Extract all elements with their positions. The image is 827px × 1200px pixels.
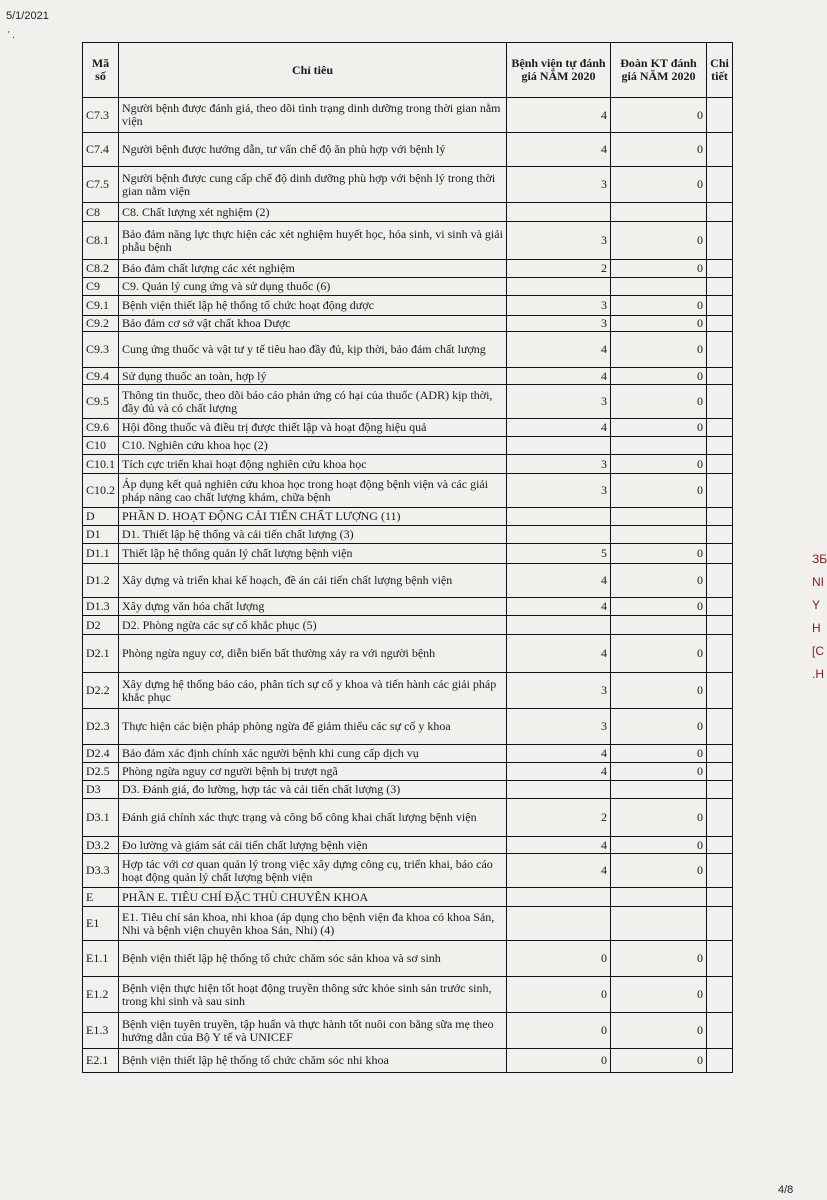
- row-code: C7.5: [83, 167, 119, 203]
- row-code: D3.3: [83, 854, 119, 888]
- edge-mark: .H: [812, 667, 824, 681]
- row-detail: [707, 1049, 733, 1073]
- row-code: D3: [83, 781, 119, 799]
- table-row: [83, 598, 733, 616]
- row-code: C7.4: [83, 133, 119, 167]
- row-criterion: Bệnh viện thực hiện tốt hoạt động truyền thông sức khỏe sinh sản trước sinh, trong khi sinh và sau sinh: [119, 977, 507, 1013]
- row-self-score: [507, 278, 611, 296]
- table-row: [83, 616, 733, 635]
- row-criterion: Hợp tác với cơ quan quản lý trong việc xây dựng công cụ, triển khai, báo cáo hoạt động quản lý chất lượng bệnh viện: [119, 854, 507, 888]
- row-audit-score: 0: [611, 598, 707, 616]
- row-detail: [707, 368, 733, 385]
- row-criterion: C10. Nghiên cứu khoa học (2): [119, 437, 507, 455]
- row-self-score: 3: [507, 316, 611, 332]
- table-row: [83, 564, 733, 598]
- row-detail: [707, 616, 733, 635]
- row-detail: [707, 222, 733, 260]
- table-row: [83, 799, 733, 837]
- row-detail: [707, 419, 733, 437]
- row-self-score: 4: [507, 564, 611, 598]
- row-code: D2.5: [83, 763, 119, 781]
- row-audit-score: 0: [611, 316, 707, 332]
- row-audit-score: 0: [611, 296, 707, 316]
- edge-mark: Y: [812, 598, 821, 612]
- row-code: C8.1: [83, 222, 119, 260]
- row-detail: [707, 133, 733, 167]
- row-criterion: Bảo đảm chất lượng các xét nghiệm: [119, 260, 507, 278]
- header-code: Mã số: [83, 43, 119, 98]
- row-detail: [707, 316, 733, 332]
- row-self-score: 3: [507, 709, 611, 745]
- row-audit-score: 0: [611, 977, 707, 1013]
- row-code: C8.2: [83, 260, 119, 278]
- row-self-score: 0: [507, 1049, 611, 1073]
- row-self-score: 4: [507, 745, 611, 763]
- row-self-score: 4: [507, 763, 611, 781]
- row-code: C9.2: [83, 316, 119, 332]
- row-code: C10.1: [83, 455, 119, 474]
- row-code: D1: [83, 526, 119, 544]
- row-audit-score: 0: [611, 474, 707, 508]
- row-detail: [707, 941, 733, 977]
- row-detail: [707, 385, 733, 419]
- row-code: C9.4: [83, 368, 119, 385]
- row-audit-score: [611, 508, 707, 526]
- row-detail: [707, 564, 733, 598]
- row-code: C9.1: [83, 296, 119, 316]
- row-self-score: 4: [507, 854, 611, 888]
- row-code: C9.3: [83, 332, 119, 368]
- row-self-score: 0: [507, 941, 611, 977]
- adjacent-page-edge: [812, 548, 827, 686]
- evaluation-table: [82, 42, 733, 1073]
- row-criterion: Xây dựng hệ thống báo cáo, phân tích sự cố y khoa và tiến hành các giải pháp khắc phục: [119, 673, 507, 709]
- row-detail: [707, 709, 733, 745]
- row-detail: [707, 260, 733, 278]
- row-audit-score: 0: [611, 455, 707, 474]
- header-self-assessment: Bệnh viện tự đánh giá NĂM 2020: [507, 43, 611, 98]
- row-audit-score: [611, 888, 707, 907]
- row-detail: [707, 907, 733, 941]
- row-self-score: 0: [507, 977, 611, 1013]
- row-audit-score: 0: [611, 98, 707, 133]
- row-audit-score: 0: [611, 941, 707, 977]
- row-criterion: PHẦN D. HOẠT ĐỘNG CẢI TIẾN CHẤT LƯỢNG (11): [119, 508, 507, 526]
- row-criterion: Xây dựng và triển khai kế hoạch, đề án cải tiến chất lượng bệnh viện: [119, 564, 507, 598]
- row-audit-score: 0: [611, 763, 707, 781]
- row-audit-score: 0: [611, 564, 707, 598]
- row-self-score: 3: [507, 474, 611, 508]
- table-row: [83, 419, 733, 437]
- row-criterion: Sử dụng thuốc an toàn, hợp lý: [119, 368, 507, 385]
- row-audit-score: [611, 781, 707, 799]
- table-row: [83, 888, 733, 907]
- table-row: [83, 763, 733, 781]
- row-code: C9.5: [83, 385, 119, 419]
- row-criterion: Bảo đảm năng lực thực hiện các xét nghiệm huyết học, hóa sinh, vi sinh và giải phẫu bệnh: [119, 222, 507, 260]
- row-criterion: Thực hiện các biện pháp phòng ngừa để giảm thiểu các sự cố y khoa: [119, 709, 507, 745]
- row-audit-score: 0: [611, 635, 707, 673]
- row-code: C10: [83, 437, 119, 455]
- row-code: C8: [83, 203, 119, 222]
- row-self-score: 5: [507, 544, 611, 564]
- table-row: [83, 455, 733, 474]
- row-code: C10.2: [83, 474, 119, 508]
- row-self-score: 3: [507, 167, 611, 203]
- row-criterion: Bệnh viện thiết lập hệ thống tổ chức chăm sóc sản khoa và sơ sinh: [119, 941, 507, 977]
- row-self-score: [507, 526, 611, 544]
- header-audit-assessment: Đoàn KT đánh giá NĂM 2020: [611, 43, 707, 98]
- row-audit-score: 0: [611, 385, 707, 419]
- row-criterion: Bệnh viện tuyên truyền, tập huấn và thực hành tốt nuôi con bằng sữa mẹ theo hướng dẫn của Bộ Y tế và UNICEF: [119, 1013, 507, 1049]
- table-row: [83, 1013, 733, 1049]
- row-audit-score: 0: [611, 1049, 707, 1073]
- row-audit-score: 0: [611, 222, 707, 260]
- row-code: D2.1: [83, 635, 119, 673]
- row-detail: [707, 635, 733, 673]
- row-code: E1: [83, 907, 119, 941]
- row-code: D2: [83, 616, 119, 635]
- row-code: C9.6: [83, 419, 119, 437]
- table-row: [83, 837, 733, 854]
- row-code: D: [83, 508, 119, 526]
- row-criterion: Thiết lập hệ thống quản lý chất lượng bệnh viện: [119, 544, 507, 564]
- row-detail: [707, 526, 733, 544]
- table-row: [83, 98, 733, 133]
- row-audit-score: 0: [611, 167, 707, 203]
- row-self-score: 4: [507, 837, 611, 854]
- row-audit-score: [611, 437, 707, 455]
- table-row: [83, 260, 733, 278]
- row-audit-score: 0: [611, 332, 707, 368]
- row-code: D1.1: [83, 544, 119, 564]
- row-audit-score: 0: [611, 544, 707, 564]
- table-row: [83, 385, 733, 419]
- table-row: [83, 977, 733, 1013]
- row-criterion: Bệnh viện thiết lập hệ thống tổ chức chăm sóc nhi khoa: [119, 1049, 507, 1073]
- table-row: [83, 474, 733, 508]
- row-criterion: Áp dụng kết quả nghiên cứu khoa học trong hoạt động bệnh viện và các giải pháp nâng cao chất lượng khám, chữa bệnh: [119, 474, 507, 508]
- table-row: [83, 296, 733, 316]
- row-criterion: Người bệnh được cung cấp chế độ dinh dưỡng phù hợp với bệnh lý trong thời gian nằm viện: [119, 167, 507, 203]
- row-criterion: E1. Tiêu chí sản khoa, nhi khoa (áp dụng cho bệnh viện đa khoa có khoa Sản, Nhi và bệnh viện chuyên khoa Sản, Nhi) (4): [119, 907, 507, 941]
- row-audit-score: 0: [611, 673, 707, 709]
- row-audit-score: 0: [611, 1013, 707, 1049]
- row-code: E1.2: [83, 977, 119, 1013]
- row-self-score: 3: [507, 385, 611, 419]
- row-self-score: 4: [507, 133, 611, 167]
- row-self-score: 3: [507, 455, 611, 474]
- table-row: [83, 854, 733, 888]
- row-code: D2.4: [83, 745, 119, 763]
- row-audit-score: 0: [611, 419, 707, 437]
- table-row: [83, 544, 733, 564]
- table-row: [83, 368, 733, 385]
- row-detail: [707, 455, 733, 474]
- row-code: C9: [83, 278, 119, 296]
- row-self-score: 4: [507, 598, 611, 616]
- row-detail: [707, 837, 733, 854]
- row-detail: [707, 598, 733, 616]
- row-code: D1.3: [83, 598, 119, 616]
- table-header-row: [83, 43, 733, 98]
- row-code: D1.2: [83, 564, 119, 598]
- edge-mark: NI: [812, 575, 824, 589]
- row-audit-score: 0: [611, 837, 707, 854]
- row-detail: [707, 167, 733, 203]
- scan-mark: ' .: [8, 30, 15, 41]
- row-criterion: D1. Thiết lập hệ thống và cải tiến chất lượng (3): [119, 526, 507, 544]
- row-code: D3.1: [83, 799, 119, 837]
- row-criterion: Cung ứng thuốc và vật tư y tế tiêu hao đầy đủ, kịp thời, bảo đảm chất lượng: [119, 332, 507, 368]
- table-row: [83, 133, 733, 167]
- row-criterion: Phòng ngừa nguy cơ người bệnh bị trượt ngã: [119, 763, 507, 781]
- row-detail: [707, 296, 733, 316]
- edge-mark: H: [812, 621, 821, 635]
- table-row: [83, 167, 733, 203]
- row-self-score: 4: [507, 332, 611, 368]
- row-self-score: 0: [507, 1013, 611, 1049]
- edge-mark: [C: [812, 644, 824, 658]
- table-row: [83, 526, 733, 544]
- header-criterion: Chỉ tiêu: [119, 43, 507, 98]
- row-self-score: 2: [507, 260, 611, 278]
- row-self-score: [507, 203, 611, 222]
- row-audit-score: [611, 203, 707, 222]
- row-detail: [707, 474, 733, 508]
- print-date: 5/1/2021: [6, 10, 49, 22]
- table-row: [83, 437, 733, 455]
- row-criterion: Tích cực triển khai hoạt động nghiên cứu khoa học: [119, 455, 507, 474]
- row-detail: [707, 332, 733, 368]
- row-detail: [707, 437, 733, 455]
- row-criterion: C9. Quản lý cung ứng và sử dụng thuốc (6): [119, 278, 507, 296]
- row-criterion: D2. Phòng ngừa các sự cố khắc phục (5): [119, 616, 507, 635]
- row-self-score: [507, 437, 611, 455]
- row-code: E: [83, 888, 119, 907]
- row-code: D2.2: [83, 673, 119, 709]
- page-number: 4/8: [778, 1184, 794, 1196]
- row-audit-score: [611, 907, 707, 941]
- row-audit-score: 0: [611, 368, 707, 385]
- row-self-score: 4: [507, 98, 611, 133]
- row-code: E2.1: [83, 1049, 119, 1073]
- row-criterion: Người bệnh được hướng dẫn, tư vấn chế độ ăn phù hợp với bệnh lý: [119, 133, 507, 167]
- row-detail: [707, 799, 733, 837]
- row-detail: [707, 203, 733, 222]
- row-self-score: 3: [507, 296, 611, 316]
- row-detail: [707, 508, 733, 526]
- table-row: [83, 907, 733, 941]
- row-detail: [707, 854, 733, 888]
- table-row: [83, 508, 733, 526]
- row-detail: [707, 888, 733, 907]
- table-row: [83, 203, 733, 222]
- row-criterion: PHẦN E. TIÊU CHÍ ĐẶC THÙ CHUYÊN KHOA: [119, 888, 507, 907]
- table-row: [83, 1049, 733, 1073]
- row-detail: [707, 763, 733, 781]
- row-self-score: 4: [507, 635, 611, 673]
- row-audit-score: [611, 616, 707, 635]
- row-criterion: Bệnh viện thiết lập hệ thống tổ chức hoạt động dược: [119, 296, 507, 316]
- row-criterion: Hội đồng thuốc và điều trị được thiết lập và hoạt động hiệu quả: [119, 419, 507, 437]
- row-audit-score: 0: [611, 745, 707, 763]
- row-code: C7.3: [83, 98, 119, 133]
- row-self-score: 2: [507, 799, 611, 837]
- row-audit-score: 0: [611, 799, 707, 837]
- row-criterion: Xây dựng văn hóa chất lượng: [119, 598, 507, 616]
- row-criterion: Thông tin thuốc, theo dõi báo cáo phản ứng có hại của thuốc (ADR) kịp thời, đầy đủ và có chất lượng: [119, 385, 507, 419]
- row-self-score: 4: [507, 419, 611, 437]
- row-criterion: C8. Chất lượng xét nghiệm (2): [119, 203, 507, 222]
- table-row: [83, 709, 733, 745]
- table-row: [83, 316, 733, 332]
- row-criterion: Phòng ngừa nguy cơ, diễn biến bất thường xảy ra với người bệnh: [119, 635, 507, 673]
- row-detail: [707, 745, 733, 763]
- row-self-score: 3: [507, 222, 611, 260]
- table-row: [83, 635, 733, 673]
- table-row: [83, 278, 733, 296]
- row-criterion: Đánh giá chính xác thực trạng và công bố công khai chất lượng bệnh viện: [119, 799, 507, 837]
- row-detail: [707, 98, 733, 133]
- row-detail: [707, 673, 733, 709]
- edge-mark: ЗБ: [812, 552, 827, 566]
- row-criterion: Bảo đảm cơ sở vật chất khoa Dược: [119, 316, 507, 332]
- row-detail: [707, 544, 733, 564]
- header-detail: Chi tiết: [707, 43, 733, 98]
- row-self-score: [507, 508, 611, 526]
- row-self-score: [507, 907, 611, 941]
- row-detail: [707, 977, 733, 1013]
- row-criterion: D3. Đánh giá, đo lường, hợp tác và cải tiến chất lượng (3): [119, 781, 507, 799]
- row-self-score: [507, 616, 611, 635]
- row-code: E1.1: [83, 941, 119, 977]
- row-code: D3.2: [83, 837, 119, 854]
- row-audit-score: [611, 526, 707, 544]
- table-row: [83, 781, 733, 799]
- row-detail: [707, 278, 733, 296]
- table-row: [83, 222, 733, 260]
- row-audit-score: [611, 278, 707, 296]
- table-row: [83, 332, 733, 368]
- row-criterion: Đo lường và giám sát cải tiến chất lượng bệnh viện: [119, 837, 507, 854]
- row-criterion: Người bệnh được đánh giá, theo dõi tình trạng dinh dưỡng trong thời gian nằm viện: [119, 98, 507, 133]
- row-detail: [707, 1013, 733, 1049]
- row-code: D2.3: [83, 709, 119, 745]
- row-self-score: 3: [507, 673, 611, 709]
- row-audit-score: 0: [611, 854, 707, 888]
- row-audit-score: 0: [611, 260, 707, 278]
- row-criterion: Bảo đảm xác định chính xác người bệnh khi cung cấp dịch vụ: [119, 745, 507, 763]
- row-audit-score: 0: [611, 133, 707, 167]
- row-self-score: [507, 781, 611, 799]
- row-self-score: [507, 888, 611, 907]
- row-audit-score: 0: [611, 709, 707, 745]
- table-row: [83, 745, 733, 763]
- row-detail: [707, 781, 733, 799]
- row-code: E1.3: [83, 1013, 119, 1049]
- table-row: [83, 941, 733, 977]
- row-self-score: 4: [507, 368, 611, 385]
- table-row: [83, 673, 733, 709]
